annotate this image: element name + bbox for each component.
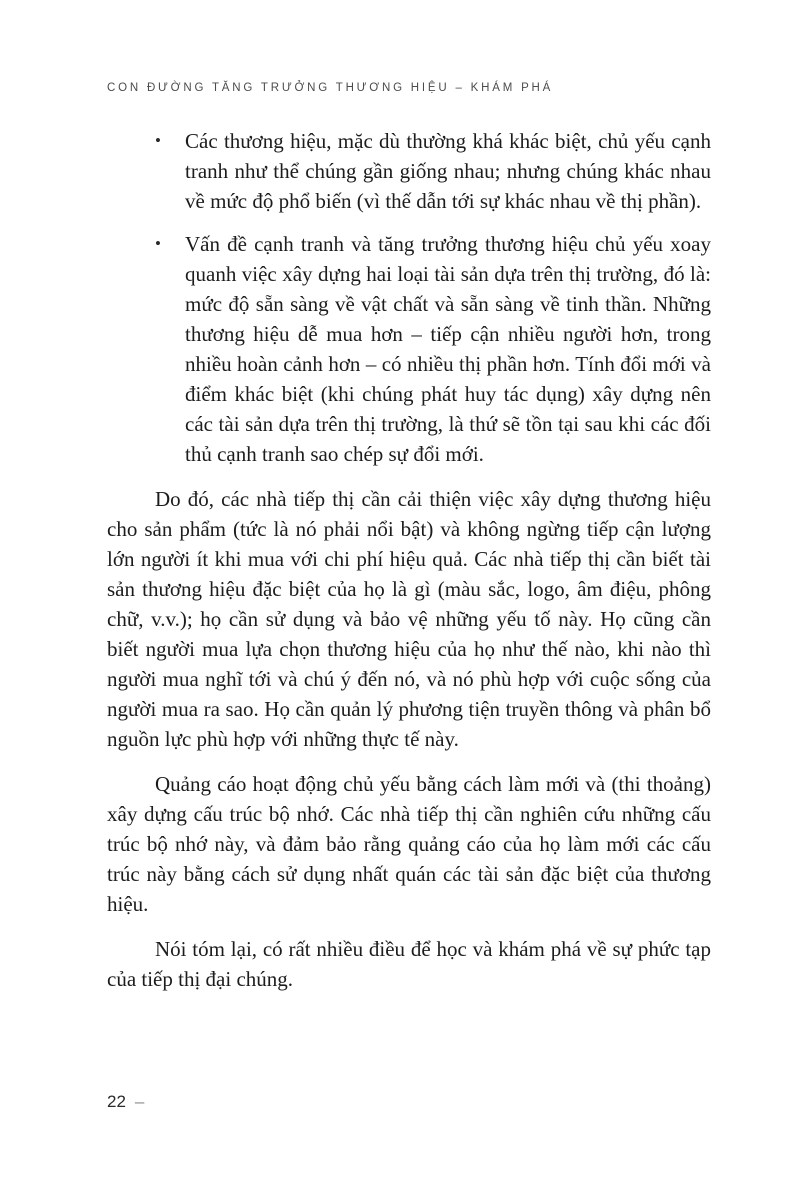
bullet-text: Các thương hiệu, mặc dù thường khá khác biệt, chủ yếu cạnh tranh như thể chúng gần giống nhau; nhưng chúng khác nhau về mức độ phổ biến (vì thế dẫn tới sự khác nhau về thị phần).: [185, 129, 711, 213]
paragraph: Do đó, các nhà tiếp thị cần cải thiện việc xây dựng thương hiệu cho sản phẩm (tức là nó phải nổi bật) và không ngừng tiếp cận lượng lớn người ít khi mua với chi phí hiệu quả. Các nhà tiếp thị cần biết tài sản thương hiệu đặc biệt của họ là gì (màu sắc, logo, âm điệu, phông chữ, v.v.); họ cần sử dụng và bảo vệ những yếu tố này. Họ cũng cần biết người mua lựa chọn thương hiệu của họ như thế nào, khi nào thì người mua nghĩ tới và chú ý đến nó, và nó phù hợp với cuộc sống của người mua ra sao. Họ cần quản lý phương tiện truyền thông và phân bổ nguồn lực phù hợp với những thực tế này.: [107, 487, 711, 751]
page-body: [107, 126, 711, 994]
bullet-text: Vấn đề cạnh tranh và tăng trưởng thương hiệu chủ yếu xoay quanh việc xây dựng hai loại tài sản dựa trên thị trường, đó là: mức độ sẵn sàng về vật chất và sẵn sàng về tinh thần. Những thương hiệu dễ mua hơn – tiếp cận nhiều người hơn, trong nhiều hoàn cảnh hơn – có nhiều thị phần hơn. Tính đổi mới và điểm khác biệt (khi chúng phát huy tác dụng) xây dựng nên các tài sản dựa trên thị trường, là thứ sẽ tồn tại sau khi các đối thủ cạnh tranh sao chép sự đổi mới.: [185, 232, 711, 466]
page-number-dash: –: [134, 1092, 145, 1111]
paragraph: Nói tóm lại, có rất nhiều điều để học và khám phá về sự phức tạp của tiếp thị đại chúng.: [107, 937, 711, 991]
bullet-icon: •: [155, 234, 161, 253]
list-item: [107, 126, 711, 216]
page-number: [107, 1092, 144, 1112]
list-item: [107, 229, 711, 469]
running-head: CON ĐƯỜNG TĂNG TRƯỞNG THƯƠNG HIỆU – KHÁM PHÁ: [107, 82, 554, 94]
page-number-value: 22: [107, 1092, 126, 1111]
bullet-icon: •: [155, 131, 161, 150]
paragraph: Quảng cáo hoạt động chủ yếu bằng cách làm mới và (thi thoảng) xây dựng cấu trúc bộ nhớ. Các nhà tiếp thị cần nghiên cứu những cấu trúc bộ nhớ này, và đảm bảo rằng quảng cáo của họ làm mới các cấu trúc này bằng cách sử dụng nhất quán các tài sản đặc biệt của thương hiệu.: [107, 772, 711, 916]
bullet-list: [107, 126, 711, 469]
